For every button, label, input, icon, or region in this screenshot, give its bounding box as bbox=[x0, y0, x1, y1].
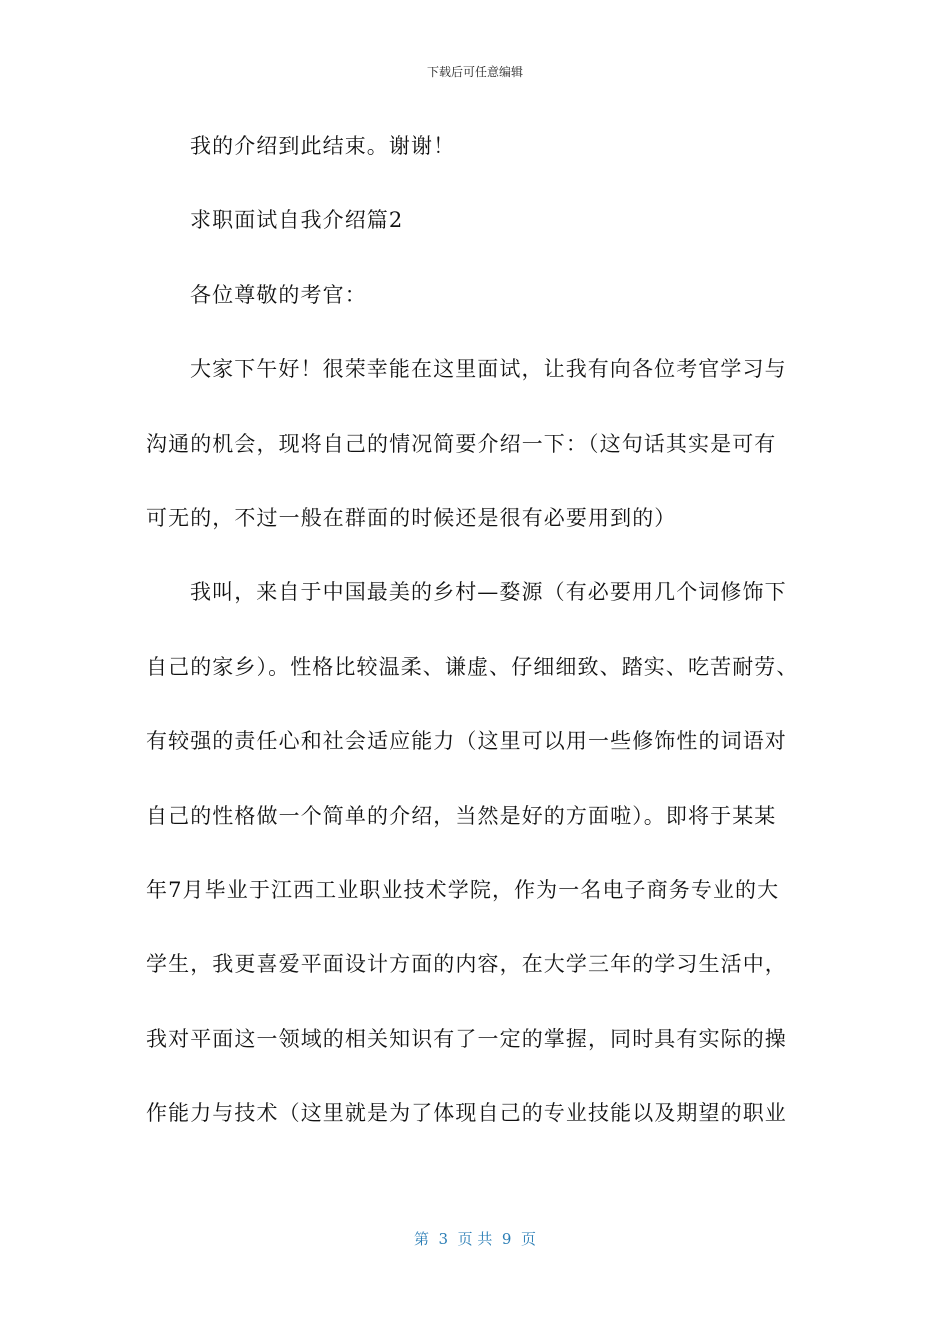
paragraph-intro-line-5: 年7月毕业于江西工业职业技术学院，作为一名电子商务专业的大 bbox=[146, 877, 780, 902]
paragraph-intro-line-6: 学生，我更喜爱平面设计方面的内容，在大学三年的学习生活中， bbox=[146, 952, 787, 977]
paragraph-intro-line-8: 作能力与技术（这里就是为了体现自己的专业技能以及期望的职业 bbox=[146, 1101, 787, 1126]
salutation: 各位尊敬的考官： bbox=[190, 282, 367, 307]
paragraph-greeting-line-3: 可无的，不过一般在群面的时候还是很有必要用到的） bbox=[146, 505, 677, 530]
paragraph-greeting-line-2: 沟通的机会，现将自己的情况简要介绍一下：（这句话其实是可有 bbox=[146, 431, 777, 456]
paragraph-intro-line-1: 我叫，来自于中国最美的乡村—婺源（有必要用几个词修饰下 bbox=[190, 580, 787, 605]
paragraph-intro-line-3: 有较强的责任心和社会适应能力（这里可以用一些修饰性的词语对 bbox=[146, 729, 787, 754]
paragraph-intro-line-2: 自己的家乡）。性格比较温柔、谦虚、仔细细致、踏实、吃苦耐劳、 bbox=[146, 654, 799, 679]
section-title: 求职面试自我介绍篇2 bbox=[190, 208, 404, 233]
paragraph-intro-line-4: 自己的性格做一个简单的介绍，当然是好的方面啦）。即将于某某 bbox=[146, 803, 777, 828]
page-number-footer: 第 3 页 共 9 页 bbox=[414, 1230, 536, 1248]
page-header-note: 下载后可任意编辑 bbox=[426, 65, 523, 79]
paragraph-closing: 我的介绍到此结束。谢谢！ bbox=[190, 134, 456, 158]
paragraph-intro-line-7: 我对平面这一领域的相关知识有了一定的掌握，同时具有实际的操 bbox=[146, 1026, 787, 1051]
document-body bbox=[146, 126, 808, 1167]
paragraph-greeting-line-1: 大家下午好！很荣幸能在这里面试，让我有向各位考官学习与 bbox=[190, 357, 787, 382]
